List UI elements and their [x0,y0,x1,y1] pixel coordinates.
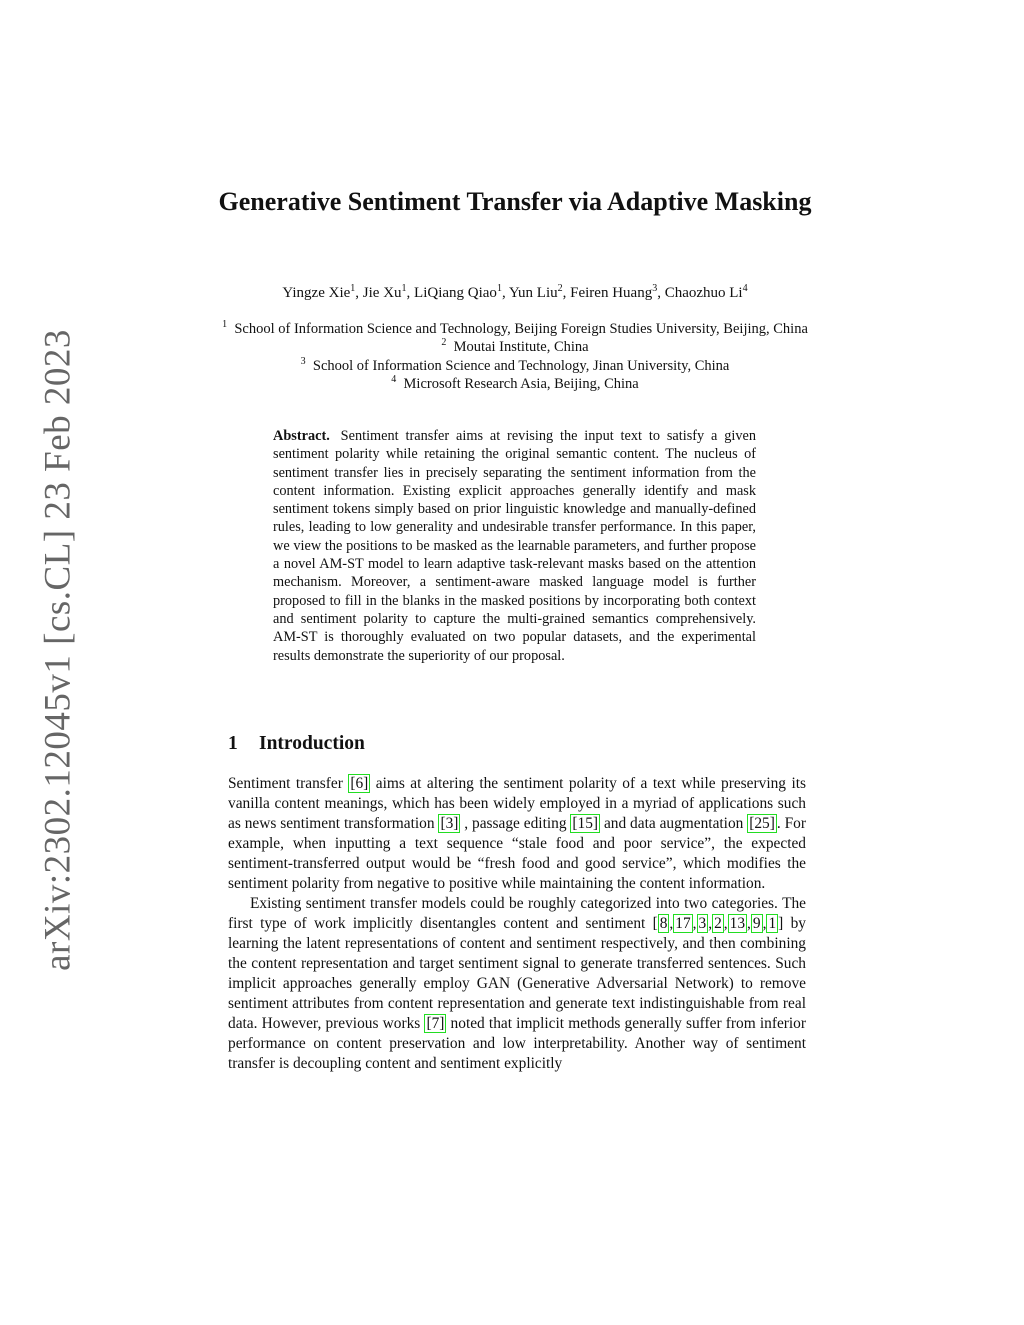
abstract-text: Sentiment transfer aims at revising the input text to satisfy a given sentiment polarity while retaining the original semantic content. The nucleus of sentiment transfer lies in precisely separating the sentiment information from the content information. Existing explicit approaches generally identify and mask sentiment tokens simply based on prior linguistic knowledge and manually-defined rules, leading to low generality and undesirable transfer performance. In this paper, we view the positions to be masked as the learnable parameters, and further propose a novel AM-ST model to learn adaptive task-relevant masks based on the attention mechanism. Moreover, a sentiment-aware masked language model is further proposed to fill in the blanks in the masked positions by incorporating both context and sentiment polarity to capture the multi-grained semantics comprehensively. AM-ST is thoroughly evaluated on two popular datasets, and the experimental results demonstrate the superiority of our proposal. [273,428,757,664]
section-body [228,774,806,1074]
citation-link[interactable]: 13 [729,915,746,932]
affiliation-number: 4 [391,374,397,386]
citation-link[interactable]: [6] [350,775,369,792]
affiliation-text: Moutai Institute, China [453,339,589,356]
affiliation-text: School of Information Science and Technology, Jinan University, China [312,357,730,374]
affiliation [200,357,830,375]
citation-link[interactable]: 8 [659,915,668,932]
arxiv-side-stamp: arXiv:2302.12045v1 [cs.CL] 23 Feb 2023 [37,329,79,971]
citation-link[interactable]: 1 [768,915,777,932]
citation-link[interactable]: 3 [698,915,707,932]
citation-link[interactable]: 9 [752,915,761,932]
citation-link[interactable]: [3] [440,815,459,832]
citation-link[interactable]: 17 [675,915,691,932]
affiliation-number: 3 [300,355,306,367]
affiliation-number: 2 [441,337,447,349]
author [509,285,563,301]
author [665,285,748,301]
affiliation-list [200,320,830,393]
body-paragraph: Existing sentiment transfer models could be roughly categorized into two categories. The first type of work implicitly disentangles content and sentiment [ 8 , 17 , 3 , 2 , 13 , 9 , 1 ] by learning the latent representations of content and sentiment respectively, and then combining the content representation and target sentiment signal to generate transferred sentences. Such implicit approaches generally employ GAN (Generative Adversarial Network) to remove sentiment attributes from content representation and generate text indistinguishable from real data. However, previous works [7] noted that implicit methods generally suffer from inferior performance on content preservation and low interpretability. Another way of sentiment transfer is decoupling content and sentiment explicitly [228,895,806,1072]
section-title: Introduction [259,733,365,754]
author-name: Chaozhuo Li [664,285,743,301]
citation-link[interactable]: [15] [572,815,599,832]
author [363,285,407,301]
citation-link[interactable]: 2 [714,915,722,932]
author-affiliation-mark: 3 [652,283,658,294]
author-name: Feiren Huang [570,285,653,301]
author-name: Yingze Xie [282,285,351,301]
body-paragraph: Sentiment transfer [6] aims at altering the sentiment polarity of a text while preserving its vanilla content meanings, which has been widely employed in a myriad of applications such as news sentiment transformation [3] , passage editing [15] and data augmentation [25] . For example, when inputting a text sequence “stale food and poor service”, the expected sentiment-transferred output would be “fresh food and good service”, which modifies the sentiment polarity from negative to positive while maintaining the content information. [228,775,807,892]
paper-title: Generative Sentiment Transfer via Adaptive Masking [218,187,812,216]
affiliation [200,375,830,393]
section-heading [228,732,808,756]
section-number: 1 [228,733,238,754]
author-affiliation-mark: 1 [496,283,502,294]
author-list: Yingze Xie$^1$, Jie Xu$^1$, LiQiang Qiao$^1$, Yun Liu$^2$, Feiren Huang$^3$, Chaozhuo Li$^4$ [282,283,748,301]
citation-link[interactable]: [25] [749,815,775,832]
citation-link[interactable]: [7] [426,1015,445,1032]
affiliation-text: Microsoft Research Asia, Beijing, China [403,375,639,392]
author [282,285,355,301]
author-name: Yun Liu [508,285,558,301]
affiliation [200,338,830,356]
abstract [273,427,756,665]
affiliation [200,320,830,338]
author-name: LiQiang Qiao [414,285,497,301]
author-affiliation-mark: 2 [557,283,563,294]
abstract-label: Abstract. [273,428,330,444]
author [414,285,502,301]
affiliation-text: School of Information Science and Technology, Beijing Foreign Studies University, Beijing, China [234,321,808,337]
author-affiliation-mark: 4 [742,283,748,294]
affiliation-number: 1 [222,319,228,331]
author-affiliation-mark: 1 [350,283,356,294]
author-affiliation-mark: 1 [401,283,407,294]
author-name: Jie Xu [362,285,402,301]
author [570,285,657,301]
